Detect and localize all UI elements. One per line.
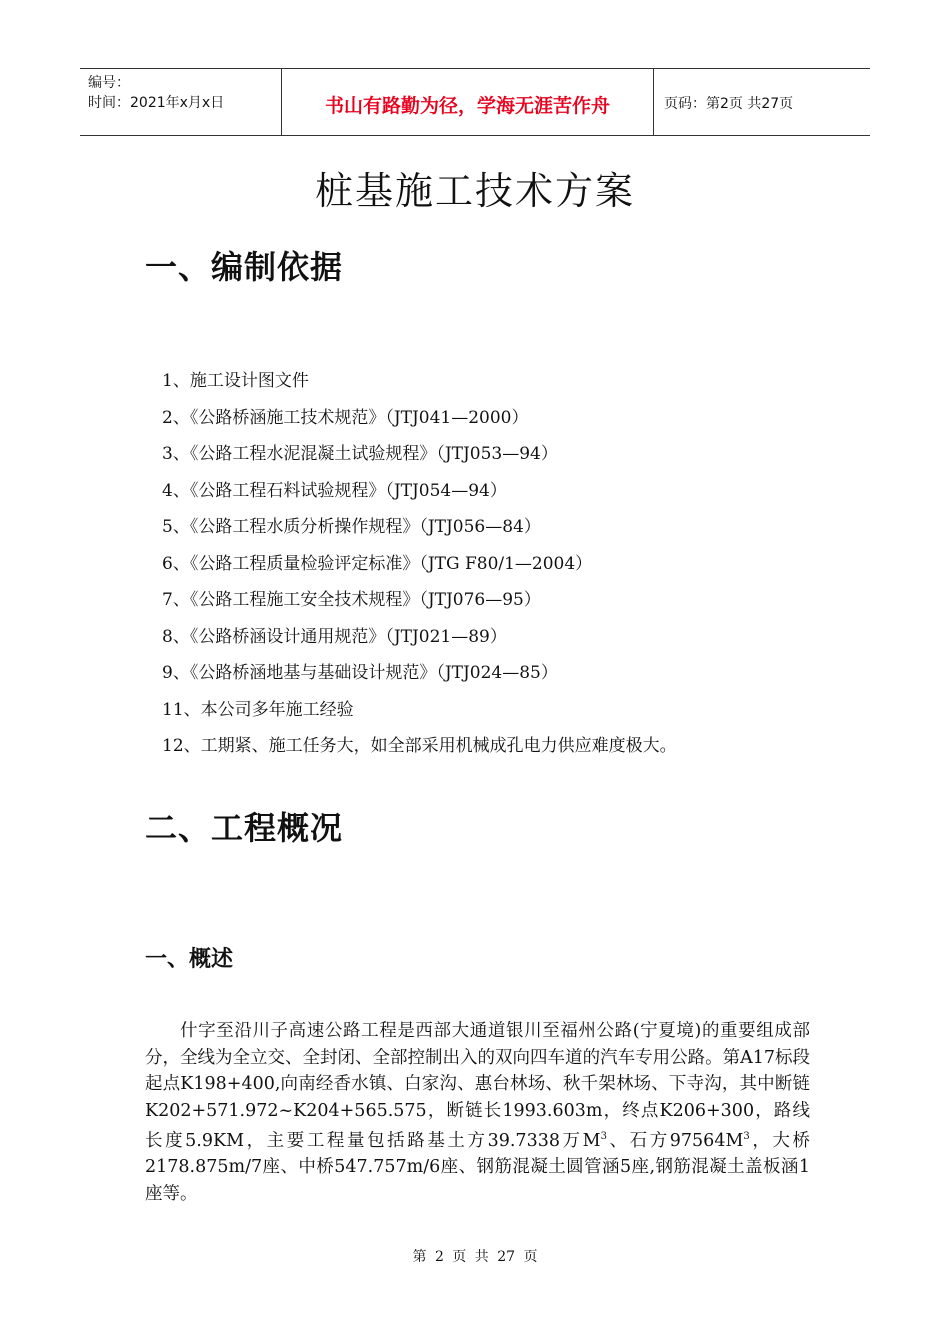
list-item: 12、工期紧、施工任务大，如全部采用机械成孔电力供应难度极大。 [162, 736, 677, 756]
list-item: 9、《公路桥涵地基与基础设计规范》（JTJ024—85） [162, 663, 558, 683]
paragraph-text-2: 、石方97564M [606, 1130, 744, 1151]
list-item: 5、《公路工程水质分析操作规程》（JTJ056—84） [162, 517, 541, 537]
list-item: 1、施工设计图文件 [162, 371, 309, 391]
paragraph-text-1: 什字至沿川子高速公路工程是西部大通道银川至福州公路(宁夏境)的重要组成部分，全线为全立交、全封闭、全部控制出入的双向四车道的汽车专用公路。第A17标段起点K198+400,向南经香水镇、白家沟、惠台林场、秋千架林场、下寺沟，其中断链K202+571.972~K204+565.575，断链长1993.603m，终点K206+300，路线长度5.9KM，主要工程量包括路基土方39.7338万M [145, 1021, 810, 1151]
section-heading-overview: 二、工程概况 [145, 809, 344, 847]
page-header [80, 68, 870, 136]
header-motto: 书山有路勤为径，学海无涯苦作舟 [282, 69, 654, 135]
basis-list [162, 368, 862, 770]
list-item: 3、《公路工程水泥混凝土试验规程》（JTJ053—94） [162, 444, 558, 464]
header-number: 编号： [88, 75, 130, 91]
list-item: 2、《公路桥涵施工技术规范》（JTJ041—2000） [162, 407, 529, 428]
header-time: 时间：2021年x月x日 [88, 95, 225, 111]
list-item: 4、《公路工程石料试验规程》（JTJ054—94） [162, 480, 507, 501]
document-title: 桩基施工技术方案 [314, 169, 635, 213]
paragraph-text-3: ，大桥2178.875m/7座、中桥547.757m/6座、钢筋混凝土圆管涵5座,钢筋混凝土盖板涵1座等。 [145, 1130, 811, 1204]
header-meta [80, 69, 282, 135]
list-item: 11、本公司多年施工经验 [162, 699, 354, 720]
section-heading-basis: 一、编制依据 [145, 248, 344, 286]
overview-paragraph [145, 1018, 810, 1207]
subsection-heading-summary: 一、概述 [145, 947, 234, 972]
list-item: 8、《公路桥涵设计通用规范》（JTJ021—89） [162, 626, 507, 647]
list-item: 7、《公路工程施工安全技术规程》（JTJ076—95） [162, 590, 541, 610]
list-item: 6、《公路工程质量检验评定标准》（JTG F80/1—2004） [162, 553, 593, 574]
header-page-number: 页码：第2页 共27页 [664, 96, 794, 112]
page-footer: 第 2 页 共 27 页 [412, 1249, 538, 1265]
superscript-2: 3 [743, 1131, 750, 1142]
superscript-1: 3 [600, 1131, 607, 1142]
